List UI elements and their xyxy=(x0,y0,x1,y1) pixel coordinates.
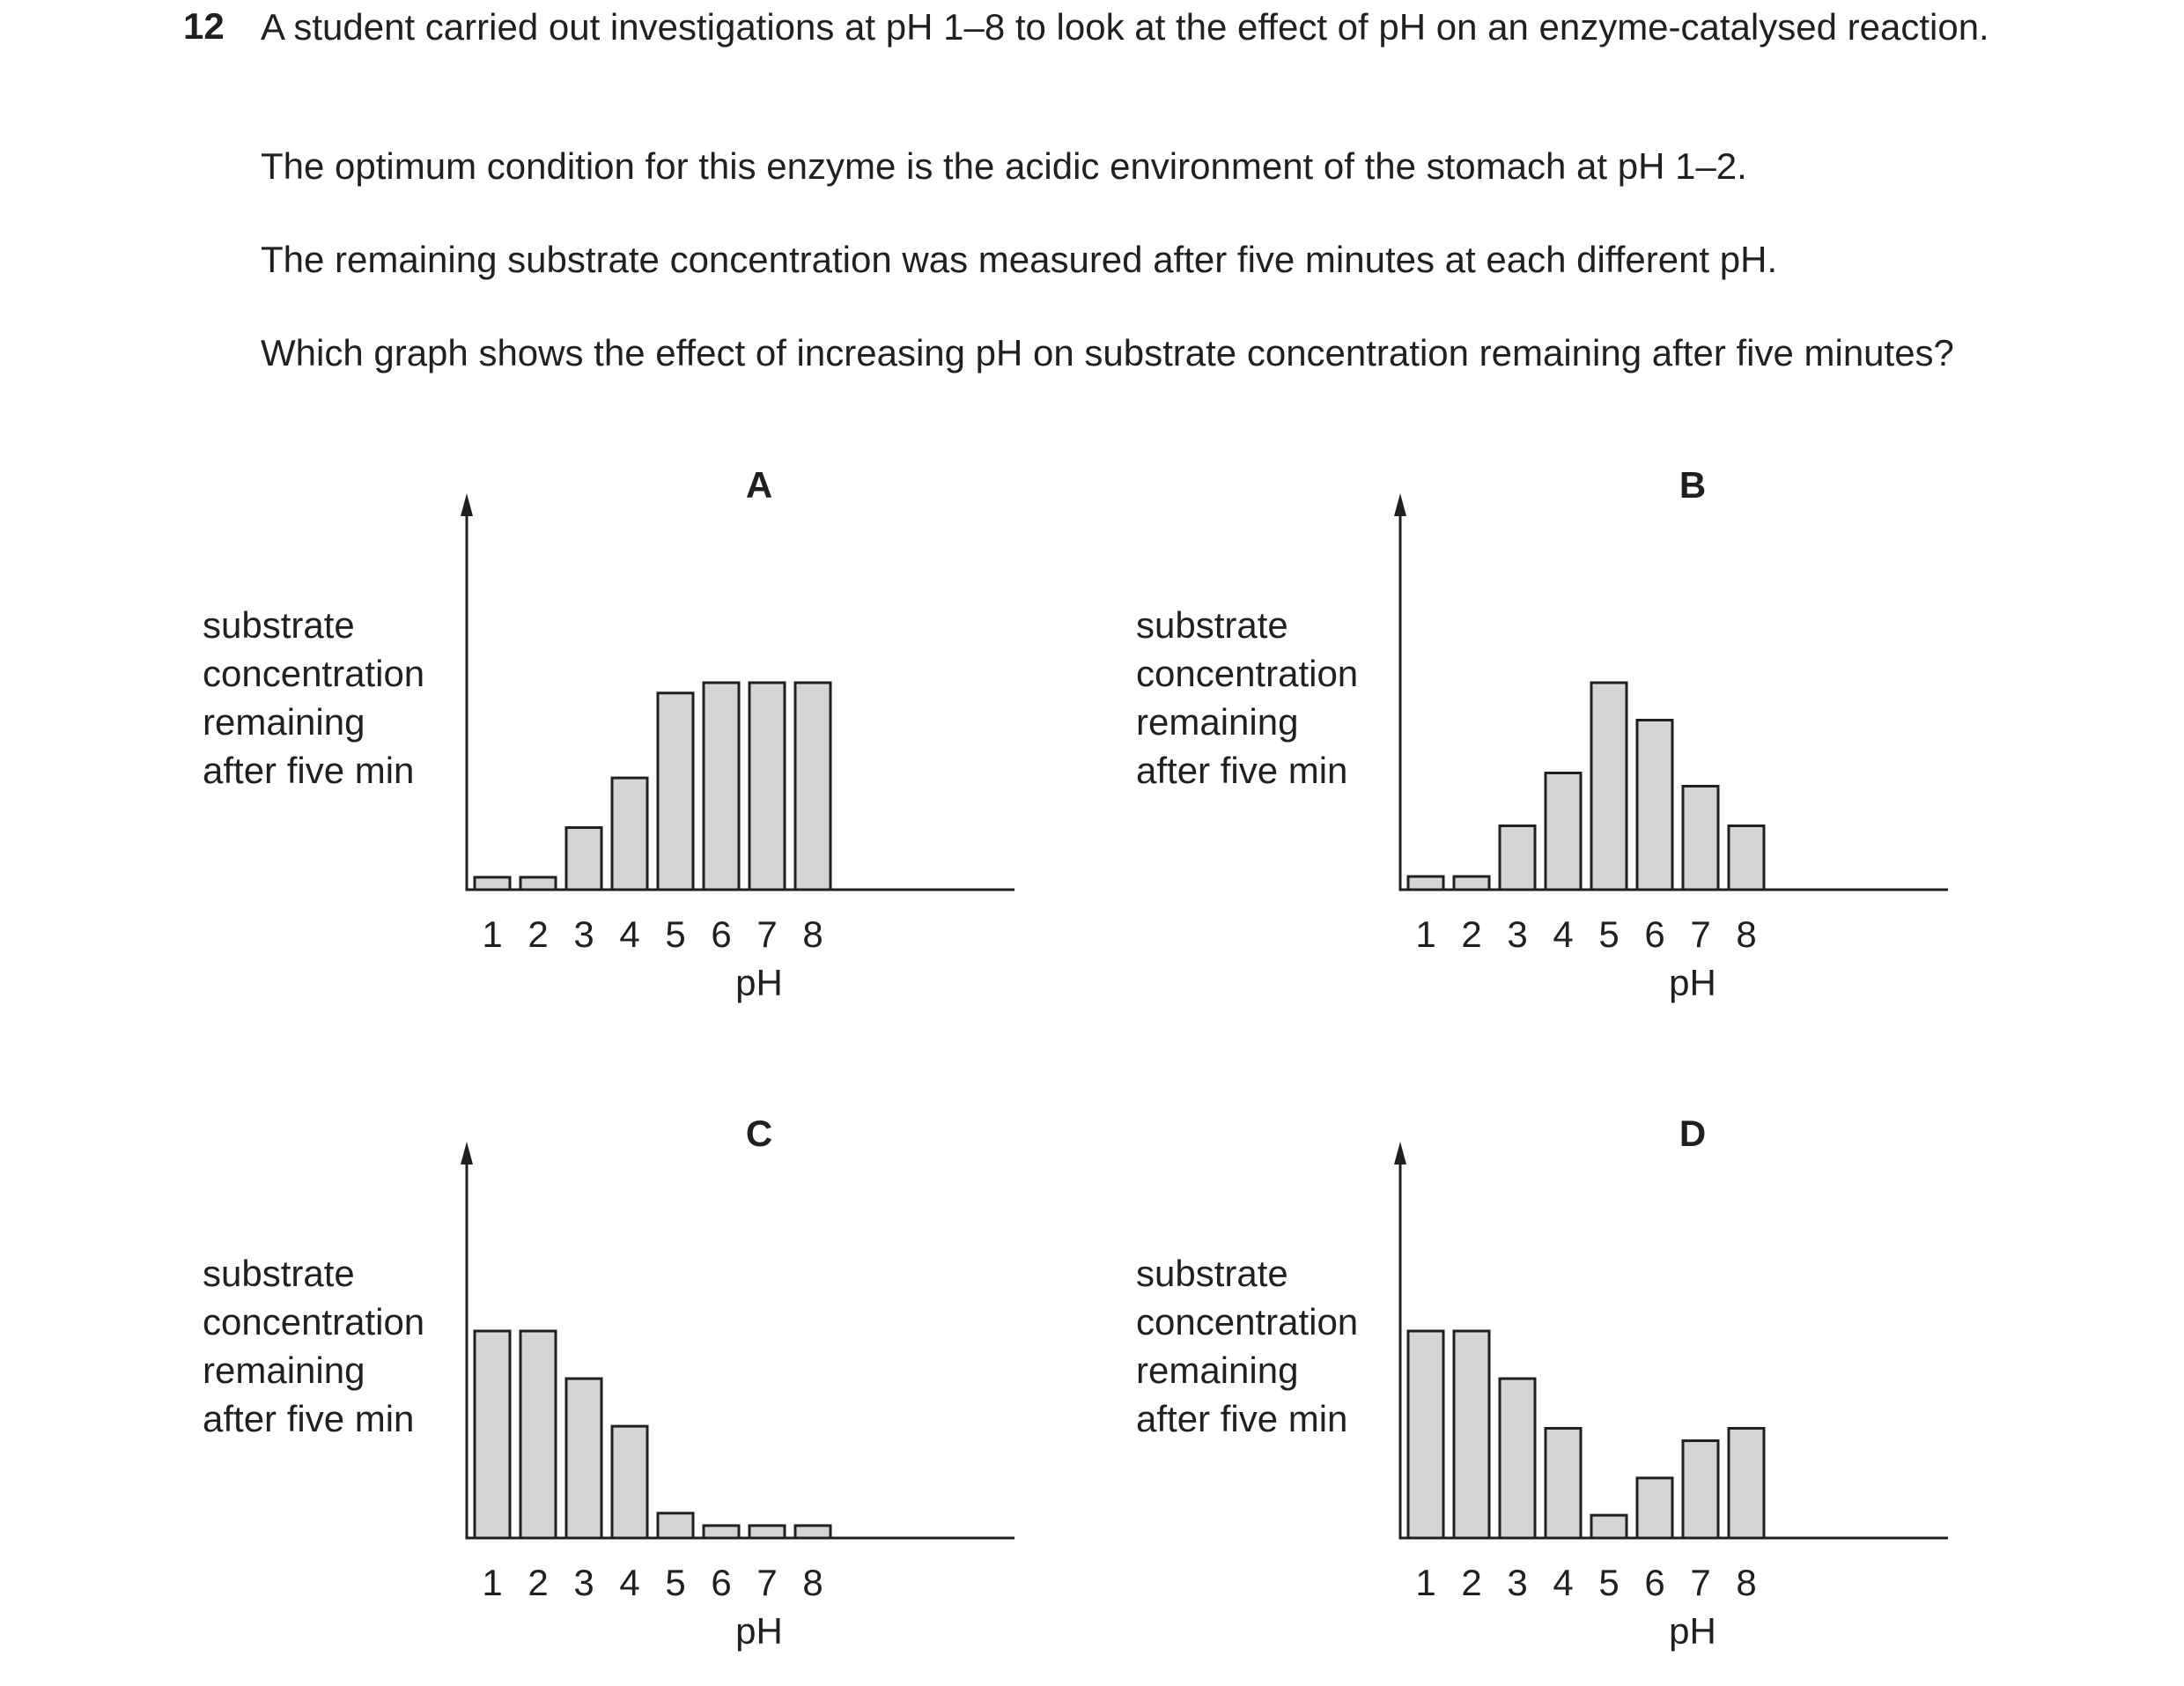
y-axis-label-line: substrate xyxy=(1136,1253,1288,1294)
bar-ph-4 xyxy=(612,1426,647,1538)
question-intro-text: A student carried out investigations at pH 1–8 to look at the effect of pH on an enzyme-catalysed reaction. xyxy=(261,6,1989,48)
graph-c[interactable] xyxy=(176,1106,1233,1653)
measurement-text: The remaining substrate concentration was measured after five minutes at each different pH. xyxy=(261,239,1778,280)
x-tick-label: 8 xyxy=(1736,913,1757,955)
bar-ph-7 xyxy=(1683,787,1718,891)
x-tick-label: 3 xyxy=(573,913,594,955)
x-tick-label: 1 xyxy=(482,1562,503,1603)
x-tick-label: 1 xyxy=(1415,913,1436,955)
x-tick-label: 4 xyxy=(1553,1562,1574,1603)
bar-ph-1 xyxy=(1408,876,1443,890)
graph-letter: B xyxy=(1679,464,1707,506)
x-tick-label: 7 xyxy=(756,913,778,955)
x-tick-label: 7 xyxy=(756,1562,778,1603)
x-tick-label: 6 xyxy=(1644,1562,1665,1603)
bar-ph-4 xyxy=(1546,1428,1581,1538)
graph-letter: A xyxy=(745,464,773,506)
question-number: 12 xyxy=(183,5,225,47)
y-axis-label-line: substrate xyxy=(1136,604,1288,646)
y-axis-label-line: concentration xyxy=(1136,653,1359,694)
x-tick-label: 5 xyxy=(1598,1562,1620,1603)
bar-ph-3 xyxy=(1500,826,1535,891)
bar-ph-7 xyxy=(749,1526,785,1538)
y-axis-label-line: substrate xyxy=(203,604,355,646)
bar-ph-8 xyxy=(795,683,830,890)
y-axis-label-line: substrate xyxy=(203,1253,355,1294)
x-tick-label: 3 xyxy=(573,1562,594,1603)
x-tick-label: 8 xyxy=(1736,1562,1757,1603)
x-axis-label: pH xyxy=(1669,1610,1716,1652)
bar-ph-2 xyxy=(1454,1331,1489,1538)
graph-d[interactable] xyxy=(1110,1106,2166,1653)
x-axis-label: pH xyxy=(1669,962,1716,1003)
x-tick-label: 6 xyxy=(711,913,732,955)
bar-ph-3 xyxy=(566,828,601,891)
x-axis-label: pH xyxy=(735,962,783,1003)
x-tick-label: 1 xyxy=(1415,1562,1436,1603)
bar-ph-2 xyxy=(520,1331,556,1538)
bar-ph-1 xyxy=(475,877,510,890)
y-axis-label-line: after five min xyxy=(203,1398,415,1439)
x-tick-label: 3 xyxy=(1507,1562,1528,1603)
y-axis-label-line: after five min xyxy=(1136,750,1348,791)
x-tick-label: 8 xyxy=(802,913,823,955)
graph-a[interactable] xyxy=(176,458,1233,1004)
bar-ph-6 xyxy=(1637,721,1672,891)
x-tick-label: 8 xyxy=(802,1562,823,1603)
x-tick-label: 2 xyxy=(528,1562,549,1603)
x-tick-label: 6 xyxy=(1644,913,1665,955)
y-axis-label-line: remaining xyxy=(203,701,365,743)
y-axis-arrow-icon xyxy=(1394,493,1406,516)
graph-b-plot xyxy=(1110,458,2166,1004)
bar-ph-5 xyxy=(658,1513,693,1538)
y-axis-label-line: remaining xyxy=(1136,1350,1299,1391)
bar-ph-7 xyxy=(1683,1441,1718,1538)
y-axis-arrow-icon xyxy=(461,493,473,516)
graph-a-plot xyxy=(176,458,1233,1004)
bar-ph-7 xyxy=(749,683,785,890)
x-tick-label: 3 xyxy=(1507,913,1528,955)
bar-ph-2 xyxy=(520,877,556,890)
x-axis-label: pH xyxy=(735,1610,783,1652)
y-axis-label-line: after five min xyxy=(203,750,415,791)
x-tick-label: 2 xyxy=(1461,913,1482,955)
bar-ph-6 xyxy=(704,1526,739,1538)
x-tick-label: 4 xyxy=(619,913,640,955)
question-prompt-text: Which graph shows the effect of increasing pH on substrate concentration remaining after five minutes? xyxy=(261,332,1954,373)
bar-ph-1 xyxy=(475,1331,510,1538)
bar-ph-4 xyxy=(1546,773,1581,891)
bar-ph-6 xyxy=(1637,1478,1672,1538)
graph-letter: C xyxy=(745,1113,773,1154)
bar-ph-1 xyxy=(1408,1331,1443,1538)
x-tick-label: 2 xyxy=(528,913,549,955)
x-tick-label: 4 xyxy=(619,1562,640,1603)
bar-ph-5 xyxy=(1591,1515,1627,1538)
x-tick-label: 7 xyxy=(1690,1562,1711,1603)
graph-b[interactable] xyxy=(1110,458,2166,1004)
y-axis-label-line: remaining xyxy=(1136,701,1299,743)
graph-d-plot xyxy=(1110,1106,2166,1653)
x-tick-label: 5 xyxy=(665,913,686,955)
graph-c-plot xyxy=(176,1106,1233,1653)
optimum-condition-text: The optimum condition for this enzyme is the acidic environment of the stomach at pH 1–2. xyxy=(261,145,1747,187)
y-axis-label-line: concentration xyxy=(203,653,425,694)
x-tick-label: 2 xyxy=(1461,1562,1482,1603)
bar-ph-8 xyxy=(1729,826,1764,891)
y-axis-label-line: remaining xyxy=(203,1350,365,1391)
y-axis-arrow-icon xyxy=(1394,1142,1406,1165)
bar-ph-5 xyxy=(1591,683,1627,890)
bar-ph-8 xyxy=(1729,1428,1764,1538)
bar-ph-8 xyxy=(795,1526,830,1538)
graph-letter: D xyxy=(1679,1113,1707,1154)
bar-ph-6 xyxy=(704,683,739,890)
y-axis-arrow-icon xyxy=(461,1142,473,1165)
x-tick-label: 1 xyxy=(482,913,503,955)
bar-ph-3 xyxy=(566,1379,601,1538)
x-tick-label: 5 xyxy=(1598,913,1620,955)
bar-ph-5 xyxy=(658,693,693,890)
x-tick-label: 7 xyxy=(1690,913,1711,955)
x-tick-label: 4 xyxy=(1553,913,1574,955)
bar-ph-2 xyxy=(1454,876,1489,890)
y-axis-label-line: concentration xyxy=(1136,1301,1359,1342)
bar-ph-3 xyxy=(1500,1379,1535,1538)
x-tick-label: 6 xyxy=(711,1562,732,1603)
bar-ph-4 xyxy=(612,778,647,890)
y-axis-label-line: concentration xyxy=(203,1301,425,1342)
x-tick-label: 5 xyxy=(665,1562,686,1603)
y-axis-label-line: after five min xyxy=(1136,1398,1348,1439)
